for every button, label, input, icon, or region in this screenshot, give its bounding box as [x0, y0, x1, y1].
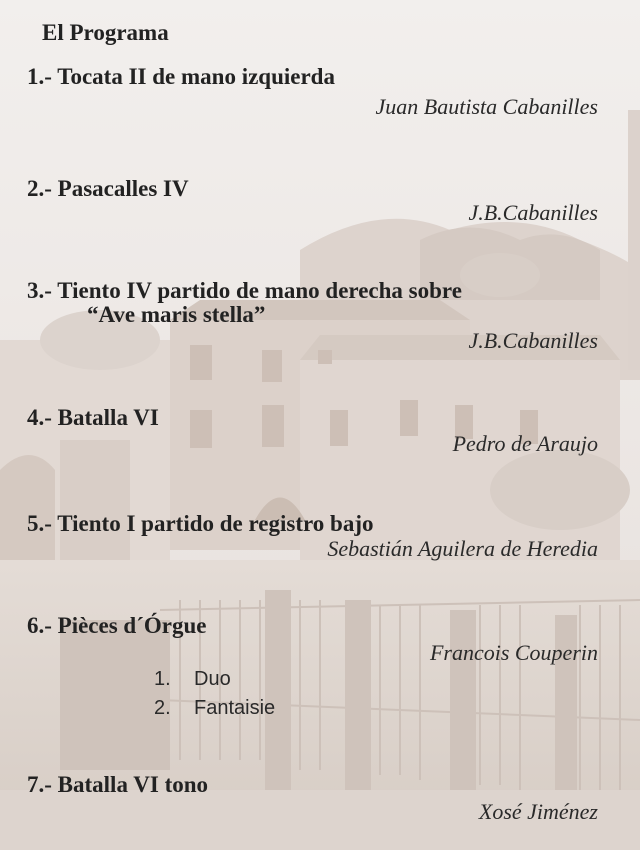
movement-name: Duo — [194, 668, 231, 690]
composer-name: Xosé Jiménez — [478, 799, 598, 824]
composer-name: Pedro de Araujo — [452, 431, 598, 456]
piece-title: 6.- Pièces d´Órgue — [27, 613, 207, 638]
piece-title: 3.- Tiento IV partido de mano derecha sobre — [27, 278, 462, 303]
piece-title: 4.- Batalla VI — [27, 405, 159, 430]
composer-name: J.B.Cabanilles — [468, 328, 598, 353]
program-heading: El Programa — [42, 20, 169, 45]
piece-title: 5.- Tiento I partido de registro bajo — [27, 511, 374, 536]
composer-name: Juan Bautista Cabanilles — [375, 94, 598, 119]
piece-title: 7.- Batalla VI tono — [27, 772, 209, 797]
piece-subtitle: “Ave maris stella” — [87, 302, 266, 327]
composer-name: J.B.Cabanilles — [468, 200, 598, 225]
composer-name: Francois Couperin — [429, 640, 598, 665]
movement-name: Fantaisie — [194, 697, 276, 719]
piece-title: 1.- Tocata II de mano izquierda — [27, 64, 335, 89]
composer-name: Sebastián Aguilera de Heredia — [327, 536, 598, 561]
piece-title: 2.- Pasacalles IV — [27, 176, 189, 201]
movement-item — [154, 668, 231, 691]
movement-number: 2. — [154, 697, 171, 719]
movement-number: 1. — [154, 668, 171, 690]
movement-item — [154, 697, 275, 720]
